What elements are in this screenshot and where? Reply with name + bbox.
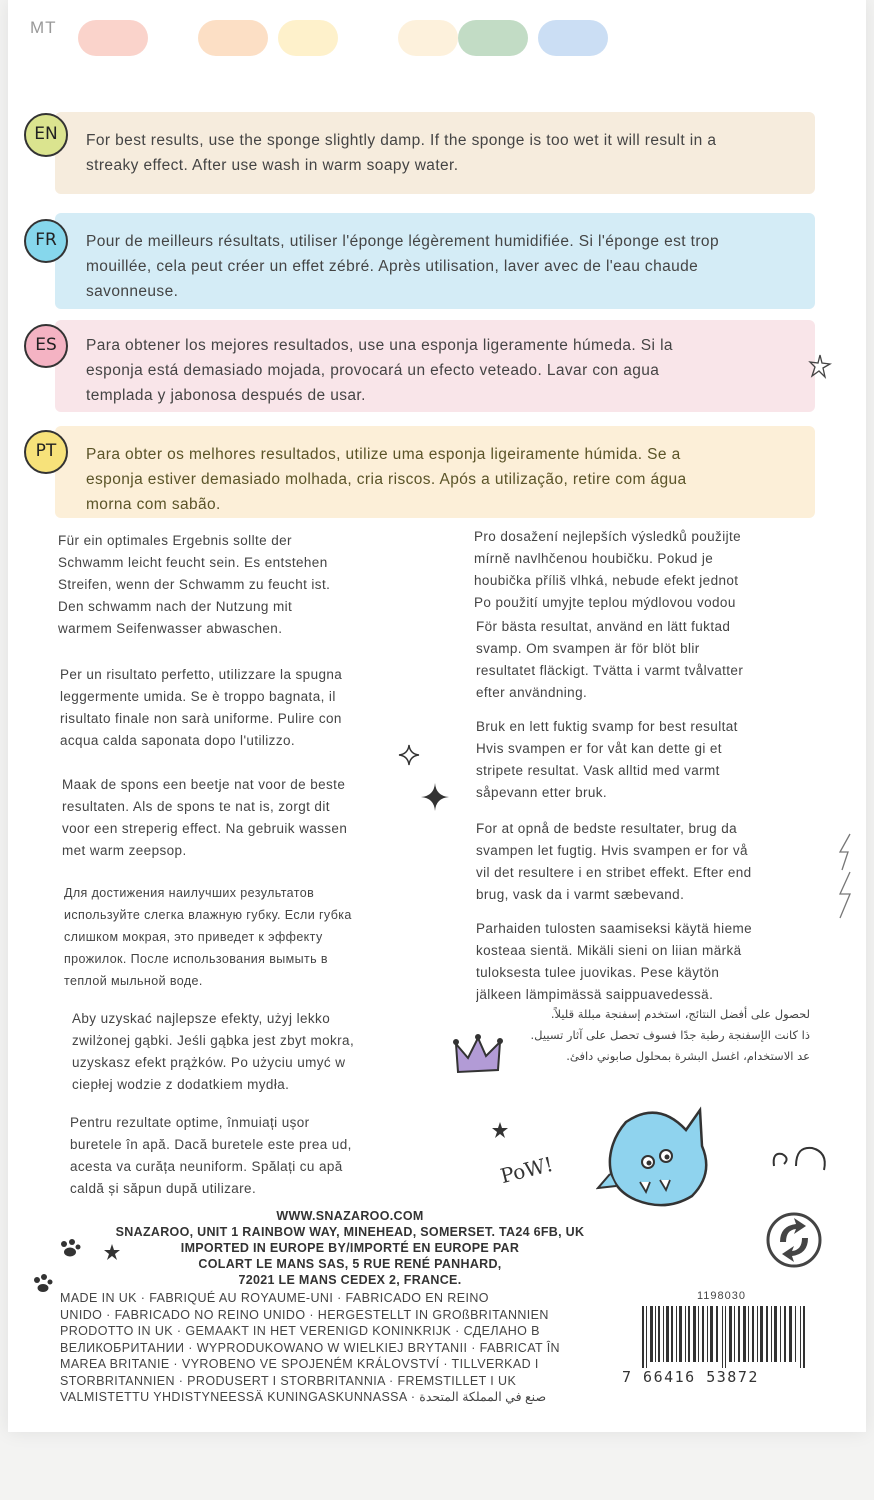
made-in-text: MADE IN UK · FABRIQUÉ AU ROYAUME-UNI · FABRICADO EN REINO UNIDO · FABRICADO NO REINO UNIDO · HERGESTELLT IN GROßBRITANNIEN PRODOTTO IN UK · GEMAAKT IN HET VERENIGD KONINKRIJK · СДЕЛАНО В ВЕЛИКОБРИТАНИИ · WYPRODUKOWANO W WIELKIEJ BRYTANII · FABRICAT ÎN MAREA BRITANIE · VYROBENO VE SPOJENÉM KRÁLOVSTVÍ · TILLVERKAD I STORBRITANNIEN · PRODUSERT I STORBRITANNIA · FREMSTILLET I UK VALMISTETTU YHDISTYNEESSÄ KUNINGASKUNNASSA · صنع في المملكة المتحدة [60, 1291, 560, 1404]
sparkle-solid-icon [420, 782, 450, 812]
swatch-yellow [278, 20, 338, 56]
recycle-logo-icon [766, 1212, 822, 1268]
instruction-cs: Pro dosažení nejlepších výsledků použijte mírně navlhčenou houbičku. Pokud je houbička příliš vlhká, nebude efekt jednot Po použití umyjte teplou mýdlovou vodou [474, 529, 742, 610]
lang-badge-es: ES [24, 324, 68, 368]
importer-city: 72021 LE MANS CEDEX 2, FRANCE. [238, 1273, 462, 1287]
paw-print-icon-2 [32, 1274, 54, 1294]
instruction-no: Bruk en lett fuktig svamp for best resultat Hvis svampen er for våt kan dette gi et stripete resultat. Vask alltid med varmt såpevann etter bruk. [476, 719, 738, 800]
sparkle-outline-icon [398, 744, 420, 766]
instruction-en: For best results, use the sponge slightly damp. If the sponge is too wet it will result in a streaky effect. After use wash in warm soapy water. [86, 132, 717, 174]
swatch-blue [538, 20, 608, 56]
instruction-ar: لحصول على أفضل النتائج، استخدم إسفنجة مبللة قليلاً. ذا كانت الإسفنجة رطبة جدًا فسوف تحصل على آثار تسييل. عد الاستخدام، اغسل البشرة بمحلول صابوني دافئ. [530, 1007, 810, 1063]
crown-icon [452, 1032, 508, 1078]
instruction-pl: Aby uzyskać najlepsze efekty, użyj lekko zwilżonej gąbki. Jeśli gąbka jest zbyt mokra, uzyskasz efekt prążków. Po użyciu umyć w ciepłej wodzie z dodatkiem mydła. [72, 1011, 355, 1092]
lang-badge-pt: PT [24, 430, 68, 474]
imported-by: IMPORTED IN EUROPE BY/IMPORTÉ EN EUROPE PAR [180, 1241, 520, 1255]
swatch-orange [198, 20, 268, 56]
instruction-fi: Parhaiden tulosten saamiseksi käytä hieme kosteaa sientä. Mikäli sieni on liian märkä tuloksesta tulee juovikas. Pese käytön jälkeen lämpimässä saippuavedessä. [476, 921, 753, 1002]
swatch-green [458, 20, 528, 56]
lang-badge-en: EN [24, 113, 68, 157]
corner-mark: MT [30, 18, 57, 37]
instruction-de: Für ein optimales Ergebnis sollte der Schwamm leicht feucht sein. Es entstehen Streifen, wenn der Schwamm zu feucht ist. Den schwamm nach der Nutzung mit warmem Seifenwasser abwaschen. [58, 533, 331, 636]
swatch-cream [398, 20, 458, 56]
importer-address: COLART LE MANS SAS, 5 RUE RENÉ PANHARD, [198, 1257, 502, 1271]
small-star-icon [492, 1122, 508, 1138]
barcode-number: 7 66416 53872 [622, 1368, 759, 1386]
instruction-ro: Pentru rezultate optime, înmuiați ușor buretele în apă. Dacă buretele este prea ud, acesta va curăța neuniform. Spălați cu apă caldă și săpun după utilizare. [70, 1115, 352, 1196]
swirl-doodle-icon [768, 1142, 832, 1174]
instruction-sv: För bästa resultat, använd en lätt fuktad svamp. Om svampen är för blöt blir resultatet fläckigt. Tvätta i varmt tvålvatter efter användning. [476, 619, 744, 700]
instruction-da: For at opnå de bedste resultater, brug da svampen let fugtig. Hvis svampen er for vå vil det resultere i en stribet effekt. Efter end brug, vask da i varmt sæbevand. [476, 821, 752, 902]
lightning-top-icon [834, 832, 858, 872]
instruction-nl: Maak de spons een beetje nat voor de beste resultaten. Als de spons te nat is, zorgt dit voor een streperig effect. Na gebruik wassen met warm zeepsop. [62, 777, 348, 858]
shark-character-icon [596, 1104, 724, 1214]
instruction-fr: Pour de meilleurs résultats, utiliser l'éponge légèrement humidifiée. Si l'éponge est trop mouillée, cela peut créer un effet zébré. Après utilisation, laver avec de l'eau chaude savonneuse. [86, 233, 719, 300]
instruction-it: Per un risultato perfetto, utilizzare la spugna leggermente umida. Se è troppo bagnata, il risultato finale non sarà uniforme. Pulire con acqua calda saponata dopo l'utilizzo. [60, 667, 343, 748]
lang-badge-fr: FR [24, 219, 68, 263]
swatch-red [78, 20, 148, 56]
instruction-ru: Для достижения наилучших результатов используйте слегка влажную губку. Если губка слишком мокрая, это приведет к эффекту прожилок. После использования вымыть в теплой мыльной воде. [64, 886, 352, 988]
website: WWW.SNAZAROO.COM [276, 1209, 424, 1223]
instruction-es: Para obtener los mejores resultados, use una esponja ligeramente húmeda. Si la esponja está demasiado mojada, provocará un efecto veteado. Lavar con agua templada y jabonosa después de usar. [86, 337, 673, 404]
pow-text: PoW! [497, 1151, 556, 1189]
color-swatches [68, 0, 828, 40]
instruction-pt: Para obter os melhores resultados, utilize uma esponja ligeiramente húmida. Se a esponja estiver demasiado molhada, cria riscos. Após a utilização, retire com água morna com sabão. [86, 446, 687, 513]
star-scribble-icon [808, 352, 832, 382]
company-address: SNAZAROO, UNIT 1 RAINBOW WAY, MINEHEAD, SOMERSET. TA24 6FB, UK [115, 1225, 585, 1239]
product-code: 1198030 [697, 1290, 747, 1302]
lightning-bottom-icon [832, 870, 858, 920]
barcode-icon [640, 1306, 812, 1368]
